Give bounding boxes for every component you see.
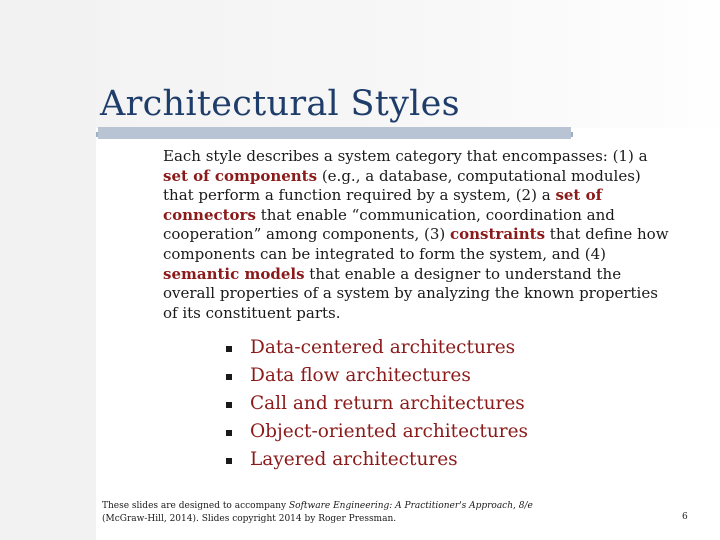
intro-paragraph: [163, 147, 673, 323]
square-bullet-icon: [226, 430, 232, 436]
intro-text-5: that enable a designer to understand the overall properties of a system by analyzing the known properties of its constituent parts.: [163, 264, 658, 322]
highlight-connectors: set of connectors: [163, 186, 603, 224]
intro-text-3: that enable “communication, coordination and cooperation” among components, (3): [163, 205, 615, 244]
intro-text-4: that define how components can be integrated to form the system, and (4): [163, 225, 669, 263]
footer-book-title: Software Engineering: A Practitioner's Approach, 8/e: [288, 501, 533, 511]
list-item-label: Layered architectures: [250, 449, 458, 470]
highlight-constraints: constraints: [450, 225, 546, 244]
intro-text-2: (e.g., a database, computational modules) that perform a function required by a system, (2) a: [163, 166, 641, 205]
list-item-label: Object-oriented architectures: [250, 421, 529, 442]
list-item: [226, 446, 528, 474]
square-bullet-icon: [226, 346, 232, 352]
slide-title: Architectural Styles: [100, 84, 460, 124]
footer-suffix: (McGraw-Hill, 2014). Slides copyright 2014 by Roger Pressman.: [102, 514, 397, 524]
list-item-label: Call and return architectures: [250, 393, 525, 414]
left-panel: [0, 0, 96, 540]
list-item-label: Data flow architectures: [250, 365, 471, 386]
highlight-semantic-models: semantic models: [163, 264, 305, 283]
square-bullet-icon: [226, 402, 232, 408]
list-item: [226, 334, 528, 362]
list-item-label: Data-centered architectures: [250, 337, 516, 358]
list-item: [226, 362, 528, 390]
page-number: 6: [682, 512, 688, 522]
highlight-components: set of components: [163, 166, 318, 185]
square-bullet-icon: [226, 458, 232, 464]
title-rule: [98, 127, 571, 139]
footer-prefix: These slides are designed to accompany: [102, 501, 289, 511]
list-item: [226, 418, 528, 446]
list-item: [226, 390, 528, 418]
square-bullet-icon: [226, 374, 232, 380]
intro-text-1: Each style describes a system category that encompasses: (1) a: [163, 147, 648, 165]
architecture-style-list: [226, 334, 528, 474]
copyright-footer: [102, 500, 572, 526]
